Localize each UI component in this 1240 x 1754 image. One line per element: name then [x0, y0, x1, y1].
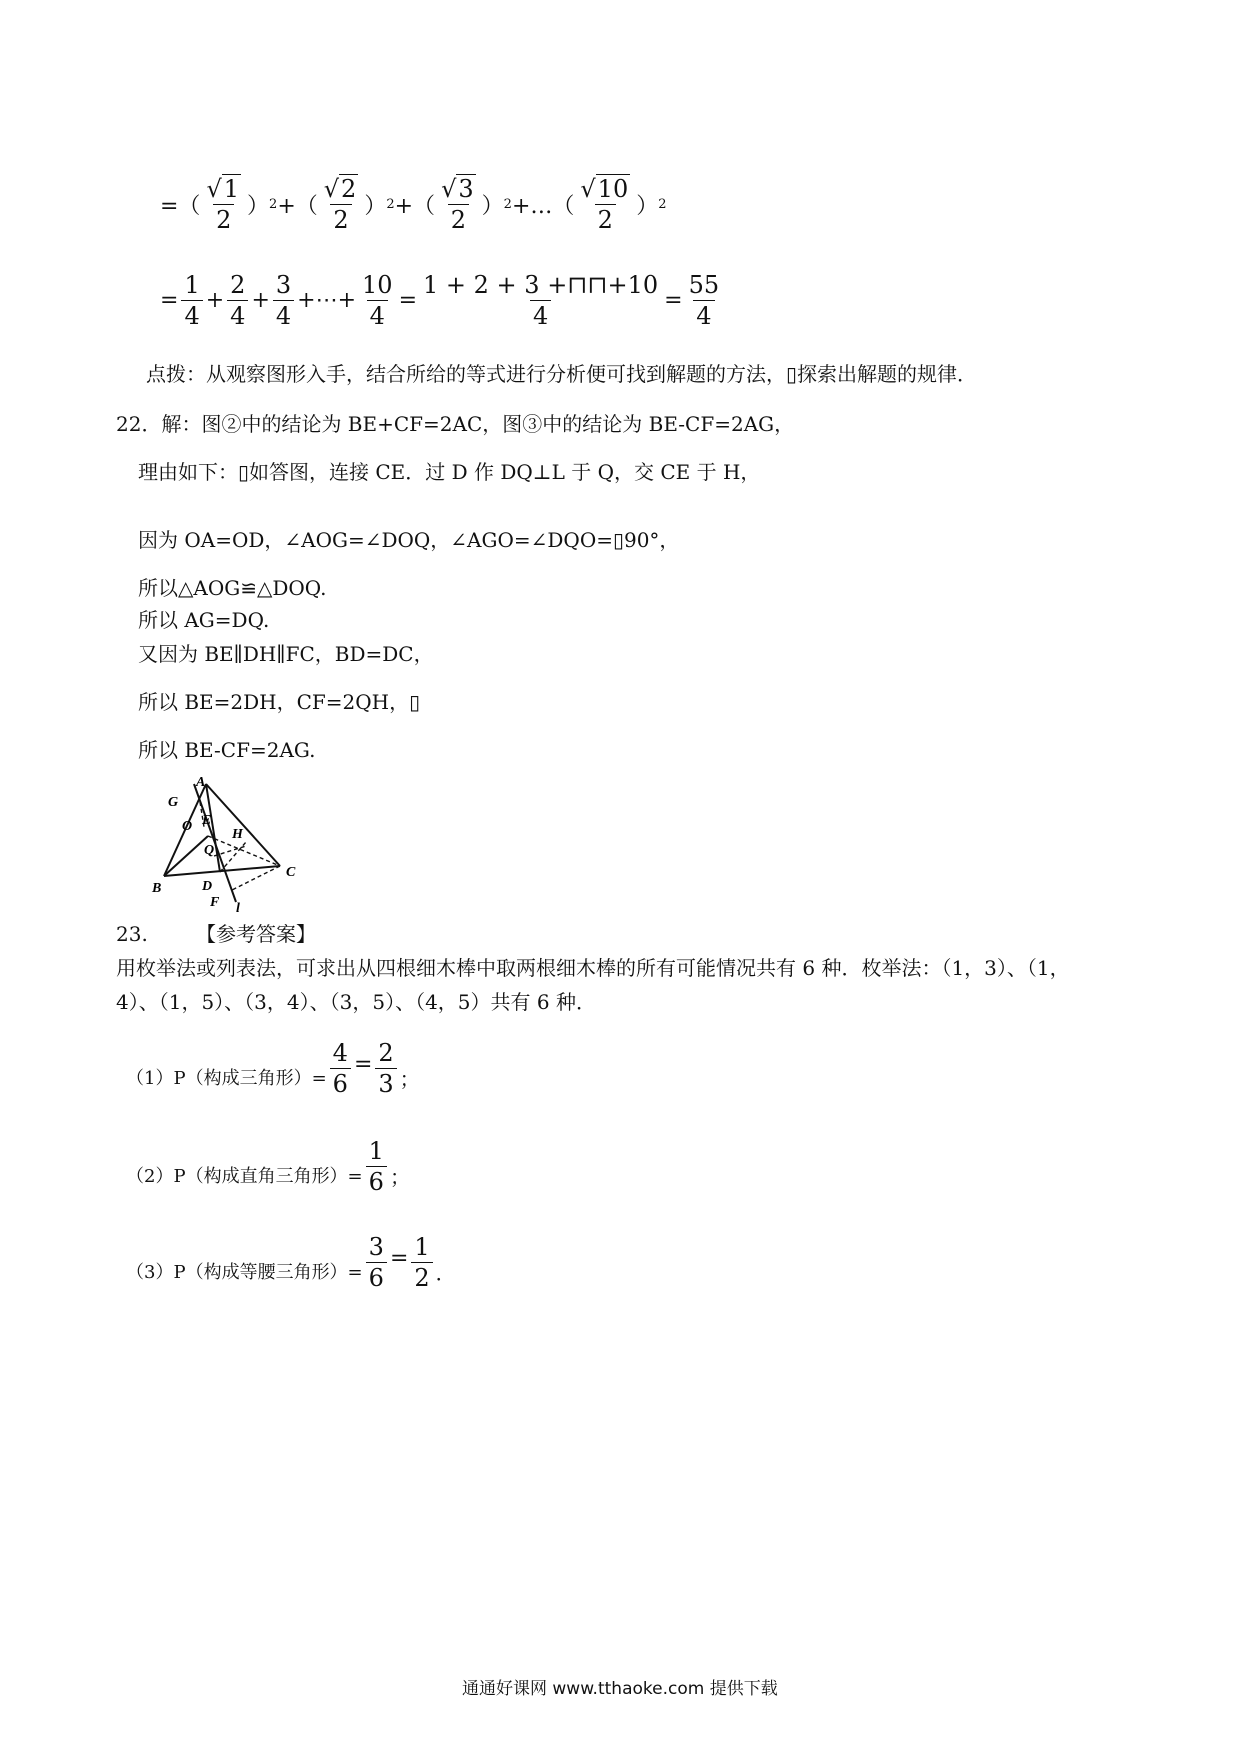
- math-line-2: = $\frac{1}{4}$ + $\frac{2}{4}$ + $\frac{3}{4}$ +⋯+ $\frac{10}{4}$ = $\frac{1 + 2 + 3 +⊓⊓+10}{4}$ = $\frac{55}{4}$: [160, 272, 725, 329]
- label-l: l: [236, 901, 240, 914]
- q22-because: 因为 OA=OD，∠AOG=∠DOQ，∠AGO=∠DQO=▯90°，: [138, 528, 680, 552]
- q22-so-2: 所以 AG=DQ.: [138, 608, 270, 632]
- label-d: D: [202, 879, 213, 894]
- q23-number: 23.: [116, 922, 148, 946]
- prob-1: （1）P（构成三角形）= $\frac{4}{6}$ = $\frac{2}{3}$ ；: [126, 1039, 420, 1098]
- frac-1-4: $\frac{1}{4}$: [181, 272, 202, 329]
- frac-4-6: $\frac{4}{6}$: [330, 1040, 351, 1097]
- label-g: G: [168, 795, 179, 810]
- prob-2: （2）P（构成直角三角形）= $\frac{1}{6}$ ；: [126, 1137, 410, 1196]
- label-e: E: [202, 813, 212, 828]
- eq-open: =（: [160, 194, 201, 219]
- frac-55-4: $\frac{55}{4}$: [688, 271, 720, 330]
- label-h: H: [232, 827, 243, 842]
- frac-2-3: $\frac{2}{3}$: [375, 1040, 396, 1097]
- label-b: B: [152, 881, 162, 896]
- label-o: O: [182, 819, 193, 834]
- frac-3-4: $\frac{3}{4}$: [273, 272, 294, 329]
- label-f: F: [210, 895, 220, 910]
- frac-10-4: $\frac{10}{4}$: [362, 271, 393, 330]
- sqrt-frac-3: $\frac{√3}{2}$: [441, 175, 474, 234]
- segment-be: [164, 836, 208, 876]
- q22-so-4: 所以 BE-CF=2AG.: [138, 738, 316, 762]
- label-q: Q: [204, 843, 215, 858]
- q22-so-1: 所以△AOG≌△DOQ.: [138, 576, 327, 600]
- frac-1-6: $\frac{1}{6}$: [366, 1138, 387, 1195]
- sqrt-frac-10: $\frac{√10}{2}$: [580, 175, 629, 234]
- geometry-figure: [150, 772, 320, 914]
- label-a: A: [196, 775, 206, 790]
- q22-also: 又因为 BE∥DH∥FC，BD=DC，: [138, 642, 434, 666]
- prob-3: （3）P（构成等腰三角形）= $\frac{3}{6}$ = $\frac{1}{2}$ ．: [126, 1233, 456, 1292]
- q23-line-2: 4）、（1，5）、（3，4）、（3，5）、（4，5）共有 6 种．: [116, 990, 596, 1014]
- frac-2-4: $\frac{2}{4}$: [227, 272, 248, 329]
- hint-text: 点拨：从观察图形入手，结合所给的等式进行分析便可找到解题的方法，▯探索出解题的规律．: [146, 362, 978, 386]
- q23-line-1: 用枚举法或列表法，可求出从四根细木棒中取两根细木棒的所有可能情况共有 6 种．枚举法：（1，3）、（1，: [116, 956, 1070, 980]
- q22-heading: 22．解：图②中的结论为 BE+CF=2AC，图③中的结论为 BE-CF=2AG，: [116, 412, 795, 436]
- sqrt-frac-2: $\frac{√2}{2}$: [323, 175, 357, 234]
- q22-so-3: 所以 BE=2DH，CF=2QH，▯: [138, 690, 421, 714]
- math-line-1: =（ $\frac{√1}{2}$ ） 2 +（ $\frac{√2}{2}$ ） 2 +（ $\frac{√3}{2}$ ） 2 +…（ $\frac{√10}{2}$ ） 2: [160, 175, 667, 234]
- label-c: C: [286, 865, 296, 880]
- sqrt-frac-1: $\frac{√1}{2}$: [206, 175, 240, 234]
- q22-reason: 理由如下：▯如答图，连接 CE．过 D 作 DQ⊥L 于 Q，交 CE 于 H，: [138, 460, 761, 484]
- segment-bc: [164, 866, 280, 876]
- frac-3-6: $\frac{3}{6}$: [366, 1234, 387, 1291]
- page-footer: 通通好课网 www.tthaoke.com 提供下载: [462, 1679, 778, 1699]
- frac-sum-4: $\frac{1 + 2 + 3 +⊓⊓+10}{4}$: [423, 271, 659, 330]
- frac-1-2: $\frac{1}{2}$: [411, 1234, 432, 1291]
- q23-title: 【参考答案】: [196, 922, 316, 946]
